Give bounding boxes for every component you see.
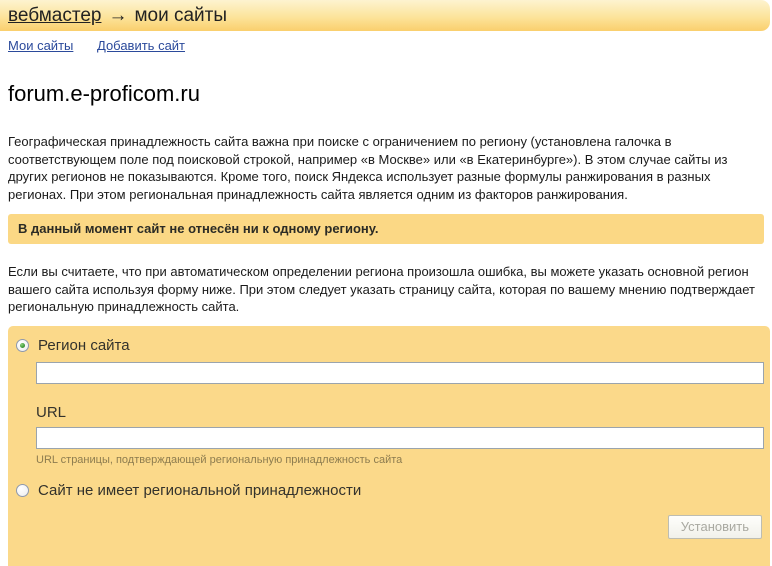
breadcrumb-current: мои сайты — [134, 4, 228, 26]
region-radio-label: Регион сайта — [38, 336, 130, 354]
region-radio-row — [16, 337, 764, 354]
intro-paragraph: Географическая принадлежность сайта важна при поиске с ограничением по региону (установлена галочка в соответствующем поле под поисковой строкой, например «в Москве» или «в Екатеринбурге»). В этом случае сайты из других регионов не показываются. Кроме того, поиск Яндекса использует разные формулы ранжирования в разных регионах. При этом региональная принадлежность сайта является одним из факторов ранжирования. — [8, 134, 728, 202]
no-region-radio-label: Сайт не имеет региональной принадлежности — [38, 481, 362, 499]
url-caption: URL страницы, подтверждающей региональную принадлежность сайта — [36, 453, 403, 466]
url-input[interactable] — [36, 427, 764, 449]
hint-paragraph: Если вы считаете, что при автоматическом определении региона произошла ошибка, вы можете указать основной регион вашего сайта используя форму ниже. При этом следует указать страницу сайта, которая по вашему мнению подтверждает региональную принадлежность сайта. — [8, 264, 755, 314]
submit-row — [16, 515, 762, 539]
no-region-radio[interactable] — [16, 484, 29, 497]
page-title: forum.e-proficom.ru — [8, 81, 200, 106]
submit-button[interactable]: Установить — [668, 515, 762, 539]
nav — [8, 38, 772, 53]
region-form-panel — [8, 326, 770, 566]
nav-add-site-link[interactable]: Добавить сайт — [97, 38, 186, 53]
region-status-notice: В данный момент сайт не отнесён ни к одному региону. — [8, 214, 764, 244]
nav-my-sites-link[interactable]: Мои сайты — [8, 38, 74, 53]
region-input[interactable] — [36, 362, 764, 384]
breadcrumb-arrow-icon: → — [108, 4, 128, 26]
header-bar — [0, 0, 770, 31]
no-region-radio-row — [16, 482, 764, 499]
url-label: URL — [36, 403, 67, 421]
region-radio[interactable] — [16, 339, 29, 352]
webmaster-breadcrumb-link[interactable]: вебмастер — [8, 4, 102, 26]
